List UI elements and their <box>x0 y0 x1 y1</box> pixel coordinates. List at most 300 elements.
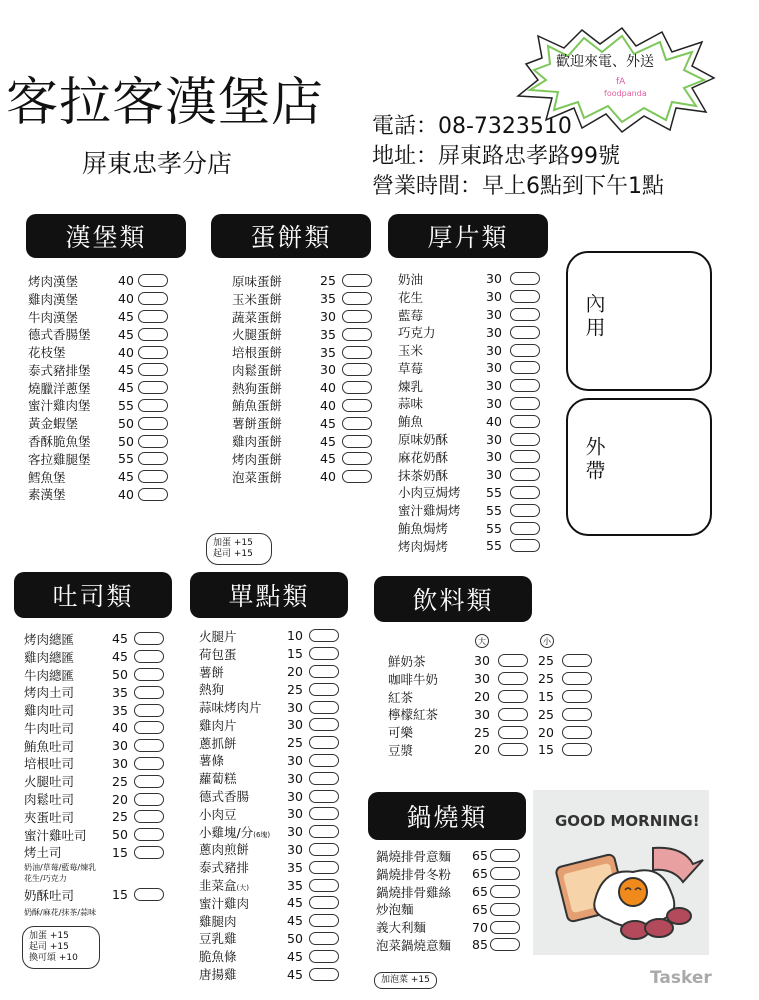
drink-row <box>388 723 592 741</box>
item-name: 巧克力 <box>398 325 436 341</box>
menu-item-row <box>376 900 520 918</box>
qty-box[interactable] <box>562 726 592 739</box>
menu-item-row <box>24 772 164 790</box>
qty-box[interactable] <box>490 938 520 951</box>
qty-box[interactable] <box>309 950 339 963</box>
banner-text: 歡迎來電、外送 <box>556 54 654 70</box>
menu-item-row <box>232 343 372 361</box>
item-price: 65 <box>472 901 488 917</box>
item-name: 烤肉蛋餅 <box>232 451 283 467</box>
menu-item-row <box>232 272 372 290</box>
qty-box[interactable] <box>309 932 339 945</box>
menu-item-row <box>398 448 540 466</box>
qty-box[interactable] <box>138 363 168 376</box>
qty-box[interactable] <box>510 397 540 410</box>
item-price: 45 <box>112 649 128 665</box>
menu-item-row <box>24 808 164 826</box>
qty-box[interactable] <box>309 683 339 696</box>
pot-note: 加泡菜 +15 <box>374 972 437 989</box>
qty-box[interactable] <box>309 807 339 820</box>
item-price: 10 <box>287 628 303 644</box>
good-morning-illustration <box>533 790 709 955</box>
eggcakes-heading: 蛋餅類 <box>211 214 371 258</box>
menu-item-row <box>28 379 168 397</box>
qty-box[interactable] <box>342 452 372 465</box>
qty-box[interactable] <box>309 647 339 660</box>
menu-item-row <box>199 752 339 770</box>
qty-box[interactable] <box>134 846 164 859</box>
qty-box[interactable] <box>562 708 592 721</box>
banner-sub1: fA <box>616 77 626 87</box>
item-price: 65 <box>472 848 488 864</box>
qty-box[interactable] <box>138 381 168 394</box>
item-name: 泰式豬排 <box>199 860 250 876</box>
item-price: 55 <box>118 451 134 467</box>
item-name: 熱狗 <box>199 682 225 698</box>
item-price: 30 <box>287 824 303 840</box>
item-name-text: 韭菜盒 <box>199 878 237 894</box>
item-price: 50 <box>112 666 128 682</box>
item-price: 35 <box>320 344 336 360</box>
qty-box[interactable] <box>498 672 528 685</box>
qty-box[interactable] <box>138 292 168 305</box>
item-price: 45 <box>118 326 134 342</box>
menu-item-row <box>199 805 339 823</box>
qty-box[interactable] <box>510 539 540 552</box>
menu-item-row <box>24 755 164 773</box>
item-price: 70 <box>472 919 488 935</box>
qty-box[interactable] <box>498 690 528 703</box>
item-name: 培根蛋餅 <box>232 345 283 361</box>
large-price: 30 <box>474 653 490 669</box>
item-price: 30 <box>486 449 502 465</box>
item-price: 45 <box>287 895 303 911</box>
item-name: 小肉豆 <box>199 806 237 822</box>
item-name: 火腿片 <box>199 628 237 644</box>
toast-flavors-3: 奶酥/麻花/抹茶/蒜味 <box>24 908 97 917</box>
dine-in-box[interactable] <box>566 251 712 391</box>
item-name: 火腿蛋餅 <box>232 327 283 343</box>
menu-item-row <box>232 308 372 326</box>
qty-box[interactable] <box>134 810 164 823</box>
qty-box[interactable] <box>134 793 164 806</box>
qty-box[interactable] <box>510 290 540 303</box>
crisp-toast-price: 15 <box>112 887 128 903</box>
item-name: 紅茶 <box>388 689 414 705</box>
qty-box[interactable] <box>490 885 520 898</box>
qty-box[interactable] <box>134 686 164 699</box>
large-price: 25 <box>474 724 490 740</box>
item-name: 檸檬紅茶 <box>388 707 439 723</box>
thick-heading: 厚片類 <box>388 214 548 258</box>
eggcakes-list <box>232 272 372 486</box>
qty-box[interactable] <box>342 328 372 341</box>
qty-box[interactable] <box>134 757 164 770</box>
item-price: 30 <box>112 738 128 754</box>
qty-box[interactable] <box>309 772 339 785</box>
item-name: 鮪魚吐司 <box>24 738 75 754</box>
menu-item-row <box>199 734 339 752</box>
item-price: 30 <box>287 788 303 804</box>
menu-item-row <box>28 308 168 326</box>
qty-box[interactable] <box>510 522 540 535</box>
menu-item-row <box>398 377 540 395</box>
item-name: 雞腿肉 <box>199 913 237 929</box>
shop-name: 客拉客漢堡店 <box>6 73 325 133</box>
item-name: 荷包蛋 <box>199 646 237 662</box>
menu-item-row <box>398 323 540 341</box>
item-name: 雞肉片 <box>199 717 237 733</box>
item-name: 客拉雞腿堡 <box>28 451 91 467</box>
qty-box[interactable] <box>134 775 164 788</box>
small-size-icon: 小 <box>540 634 554 648</box>
qty-box[interactable] <box>510 450 540 463</box>
qty-box[interactable] <box>138 328 168 341</box>
item-price: 45 <box>118 380 134 396</box>
qty-box[interactable] <box>342 399 372 412</box>
menu-item-row <box>28 468 168 486</box>
item-name: 蘿蔔糕 <box>199 771 237 787</box>
menu-item-row <box>232 397 372 415</box>
qty-box[interactable] <box>134 888 164 901</box>
menu-item-row <box>376 936 520 954</box>
menu-item-row <box>24 683 164 701</box>
menu-item-row <box>199 947 339 965</box>
item-price: 50 <box>112 827 128 843</box>
menu-item-row <box>398 484 540 502</box>
pot-list <box>376 847 520 954</box>
item-name: 鍋燒排骨意麵 <box>376 848 452 864</box>
item-price: 55 <box>486 502 502 518</box>
qty-box[interactable] <box>562 672 592 685</box>
large-price: 20 <box>474 688 490 704</box>
item-name: 原味奶酥 <box>398 432 449 448</box>
qty-box[interactable] <box>309 896 339 909</box>
qty-box[interactable] <box>562 654 592 667</box>
qty-box[interactable] <box>510 361 540 374</box>
qty-box[interactable] <box>134 828 164 841</box>
illustration-caption: GOOD MORNING! <box>555 812 700 830</box>
item-name: 鮪魚蛋餅 <box>232 398 283 414</box>
item-price: 25 <box>320 273 336 289</box>
menu-item-row <box>24 648 164 666</box>
qty-box[interactable] <box>342 310 372 323</box>
qty-box[interactable] <box>510 504 540 517</box>
small-price: 25 <box>538 706 554 722</box>
qty-box[interactable] <box>134 650 164 663</box>
menu-item-row <box>199 965 339 983</box>
qty-box[interactable] <box>138 470 168 483</box>
item-name: 培根吐司 <box>24 756 75 772</box>
qty-box[interactable] <box>510 468 540 481</box>
qty-box[interactable] <box>309 843 339 856</box>
menu-item-row <box>232 290 372 308</box>
takeout-box[interactable] <box>566 398 712 536</box>
menu-item-row <box>398 359 540 377</box>
item-name: 薯餅 <box>199 664 225 680</box>
menu-item-row <box>24 719 164 737</box>
qty-box[interactable] <box>510 344 540 357</box>
qty-box[interactable] <box>134 739 164 752</box>
item-name <box>199 823 287 841</box>
item-name: 抹茶奶酥 <box>398 467 449 483</box>
menu-item-row <box>24 737 164 755</box>
item-name: 咖啡牛奶 <box>388 671 439 687</box>
item-name: 火腿吐司 <box>24 774 75 790</box>
item-price: 40 <box>320 469 336 485</box>
item-price: 65 <box>472 883 488 899</box>
note-egg: 加蛋 +15 <box>213 538 253 548</box>
item-name: 小肉豆焗烤 <box>398 485 461 501</box>
item-name: 鍋燒排骨冬粉 <box>376 866 452 882</box>
qty-box[interactable] <box>309 629 339 642</box>
hours-line: 營業時間：早上6點到下午1點 <box>372 174 664 199</box>
qty-box[interactable] <box>309 914 339 927</box>
menu-item-row <box>232 450 372 468</box>
menu-item-row <box>28 432 168 450</box>
menu-item-row <box>24 826 164 844</box>
item-name: 炒泡麵 <box>376 902 414 918</box>
item-price: 30 <box>486 378 502 394</box>
item-name: 蜜汁雞肉 <box>199 895 250 911</box>
menu-item-row <box>28 325 168 343</box>
qty-box[interactable] <box>342 417 372 430</box>
item-name: 奶油 <box>398 271 424 287</box>
item-name: 烤肉焗烤 <box>398 538 449 554</box>
item-name: 雞肉總匯 <box>24 649 75 665</box>
item-price: 30 <box>486 395 502 411</box>
qty-box[interactable] <box>490 903 520 916</box>
qty-box[interactable] <box>510 272 540 285</box>
note-cheese: 起司 +15 <box>29 942 69 952</box>
item-price: 35 <box>112 684 128 700</box>
item-name: 花枝堡 <box>28 345 66 361</box>
qty-box[interactable] <box>510 308 540 321</box>
item-name-text: 小雞塊/分 <box>199 824 254 840</box>
takeout-label: 外帶 <box>582 436 606 484</box>
menu-item-row <box>28 361 168 379</box>
qty-box[interactable] <box>309 790 339 803</box>
menu-item-row <box>199 823 339 841</box>
qty-box[interactable] <box>138 399 168 412</box>
menu-item-row <box>232 432 372 450</box>
menu-item-row <box>376 847 520 865</box>
qty-box[interactable] <box>510 326 540 339</box>
menu-item-row <box>232 468 372 486</box>
small-price: 25 <box>538 653 554 669</box>
qty-box[interactable] <box>309 968 339 981</box>
item-name: 豆乳雞 <box>199 931 237 947</box>
item-name: 義大利麵 <box>376 920 427 936</box>
item-name: 花生 <box>398 289 424 305</box>
qty-box[interactable] <box>134 632 164 645</box>
menu-item-row <box>199 769 339 787</box>
item-price: 30 <box>486 289 502 305</box>
item-price: 30 <box>486 360 502 376</box>
phone-line: 電話：08-7323510 <box>372 114 572 139</box>
item-price: 40 <box>112 720 128 736</box>
qty-box[interactable] <box>134 704 164 717</box>
qty-box[interactable] <box>138 274 168 287</box>
qty-box[interactable] <box>138 346 168 359</box>
address-line: 地址：屏東路忠孝路99號 <box>372 144 620 169</box>
item-name: 蔬菜蛋餅 <box>232 309 283 325</box>
item-price: 40 <box>486 413 502 429</box>
qty-box[interactable] <box>309 879 339 892</box>
qty-box[interactable] <box>138 488 168 501</box>
item-name: 鮪魚 <box>398 414 424 430</box>
item-name: 鮪魚焗烤 <box>398 521 449 537</box>
toast-list <box>24 630 164 861</box>
note-croissant: 換可頌 +10 <box>29 953 78 963</box>
menu-item-row <box>28 397 168 415</box>
large-price: 20 <box>474 742 490 758</box>
item-name: 薯條 <box>199 753 225 769</box>
qty-box[interactable] <box>510 433 540 446</box>
menu-item-row <box>398 412 540 430</box>
toast-flavors-1: 奶油/草莓/藍莓/煉乳 <box>24 863 97 872</box>
crisp-toast-row <box>24 886 164 904</box>
qty-box[interactable] <box>342 435 372 448</box>
menu-item-row <box>28 290 168 308</box>
singles-heading: 單點類 <box>190 572 348 618</box>
qty-box[interactable] <box>562 743 592 756</box>
thick-list <box>398 270 540 555</box>
qty-box[interactable] <box>342 346 372 359</box>
item-price: 30 <box>486 306 502 322</box>
qty-box[interactable] <box>134 721 164 734</box>
menu-item-row <box>199 645 339 663</box>
qty-box[interactable] <box>498 743 528 756</box>
item-price: 25 <box>287 735 303 751</box>
qty-box[interactable] <box>510 379 540 392</box>
drink-row <box>388 741 592 759</box>
item-name: 德式香腸堡 <box>28 327 91 343</box>
drinks-heading: 飲料類 <box>374 576 532 622</box>
item-price: 45 <box>112 631 128 647</box>
menu-item-row <box>398 341 540 359</box>
qty-box[interactable] <box>342 381 372 394</box>
item-price: 35 <box>287 877 303 893</box>
qty-box[interactable] <box>342 363 372 376</box>
qty-box[interactable] <box>309 825 339 838</box>
menu-item-row <box>199 716 339 734</box>
item-price: 50 <box>118 433 134 449</box>
menu-item-row <box>398 395 540 413</box>
menu-item-row <box>199 876 339 894</box>
menu-item-row <box>232 414 372 432</box>
item-name: 烤肉漢堡 <box>28 273 79 289</box>
menu-item-row <box>199 787 339 805</box>
qty-box[interactable] <box>309 718 339 731</box>
menu-item-row <box>28 343 168 361</box>
qty-box[interactable] <box>498 654 528 667</box>
qty-box[interactable] <box>309 701 339 714</box>
item-name: 雞肉漢堡 <box>28 291 79 307</box>
item-price: 55 <box>118 397 134 413</box>
item-price: 30 <box>486 324 502 340</box>
qty-box[interactable] <box>134 668 164 681</box>
item-price: 45 <box>287 913 303 929</box>
item-name: 蒜味 <box>398 396 424 412</box>
menu-item-row <box>398 501 540 519</box>
qty-box[interactable] <box>342 274 372 287</box>
qty-box[interactable] <box>498 726 528 739</box>
qty-box[interactable] <box>138 452 168 465</box>
qty-box[interactable] <box>138 435 168 448</box>
qty-box[interactable] <box>490 867 520 880</box>
item-price: 40 <box>118 273 134 289</box>
menu-item-row <box>199 841 339 859</box>
qty-box[interactable] <box>309 736 339 749</box>
dine-in-label: 內用 <box>582 293 606 341</box>
item-name: 泰式豬排堡 <box>28 362 91 378</box>
item-price: 40 <box>118 291 134 307</box>
item-price: 40 <box>118 486 134 502</box>
pot-heading: 鍋燒類 <box>368 792 526 840</box>
qty-box[interactable] <box>562 690 592 703</box>
qty-box[interactable] <box>309 861 339 874</box>
small-price: 15 <box>538 742 554 758</box>
qty-box[interactable] <box>498 708 528 721</box>
toast-heading: 吐司類 <box>14 572 172 618</box>
qty-box[interactable] <box>309 665 339 678</box>
item-price: 40 <box>320 380 336 396</box>
item-price: 25 <box>112 809 128 825</box>
menu-item-row <box>28 272 168 290</box>
large-price: 30 <box>474 671 490 687</box>
item-price: 45 <box>320 415 336 431</box>
item-price: 55 <box>486 520 502 536</box>
item-name: 豆漿 <box>388 742 414 758</box>
qty-box[interactable] <box>138 417 168 430</box>
menu-item-row <box>24 630 164 648</box>
item-price: 30 <box>287 752 303 768</box>
toast-note <box>22 926 100 969</box>
item-name: 熱狗蛋餅 <box>232 380 283 396</box>
menu-item-row <box>199 912 339 930</box>
qty-box[interactable] <box>490 849 520 862</box>
qty-box[interactable] <box>510 486 540 499</box>
item-name: 蒜味烤肉片 <box>199 700 262 716</box>
qty-box[interactable] <box>342 470 372 483</box>
drink-row <box>388 688 592 706</box>
item-name: 玉米蛋餅 <box>232 291 283 307</box>
large-price: 30 <box>474 706 490 722</box>
tasker-watermark: Tasker <box>650 968 712 988</box>
item-name: 蔥抓餅 <box>199 735 237 751</box>
item-price: 20 <box>112 791 128 807</box>
qty-box[interactable] <box>138 310 168 323</box>
item-price: 35 <box>287 859 303 875</box>
qty-box[interactable] <box>510 415 540 428</box>
item-name: 蜜汁雞吐司 <box>24 827 87 843</box>
item-price: 30 <box>287 717 303 733</box>
qty-box[interactable] <box>309 754 339 767</box>
item-price: 45 <box>118 308 134 324</box>
item-name: 香酥脆魚堡 <box>28 434 91 450</box>
item-price: 55 <box>486 538 502 554</box>
qty-box[interactable] <box>490 921 520 934</box>
small-price: 20 <box>538 724 554 740</box>
menu-item-row <box>28 450 168 468</box>
qty-box[interactable] <box>342 292 372 305</box>
item-name: 蔥肉煎餅 <box>199 842 250 858</box>
item-name: 雞肉吐司 <box>24 703 75 719</box>
menu-item-row <box>398 306 540 324</box>
item-name: 素漢堡 <box>28 487 66 503</box>
menu-item-row <box>376 918 520 936</box>
